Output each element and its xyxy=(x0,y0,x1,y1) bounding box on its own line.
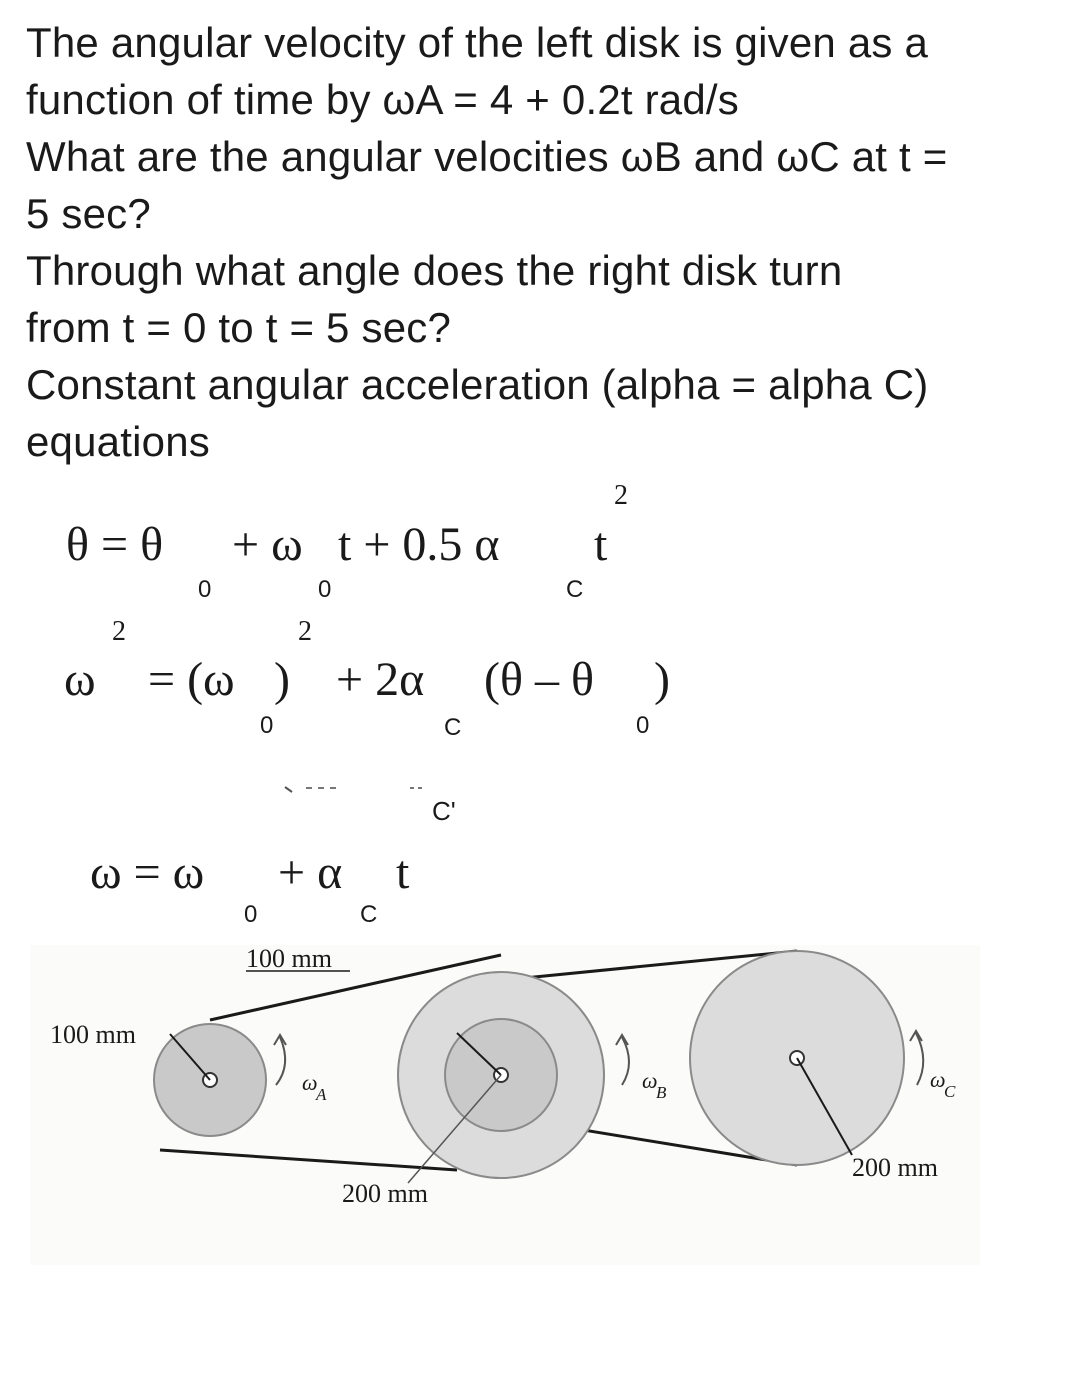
question-line-2: function of time by ωA = 4 + 0.2t rad/s xyxy=(26,76,739,123)
eq2-sup2: 2 xyxy=(298,616,312,647)
eq2-sup1: 2 xyxy=(112,616,126,647)
eq1-sub-alpha: C xyxy=(566,576,584,603)
eq1-plus-omega: + ω xyxy=(232,518,303,571)
equation-velocity-squared xyxy=(64,616,670,741)
eq3-lhs: ω = ω xyxy=(90,846,205,899)
cropped-fragment xyxy=(285,787,456,826)
eq3-subC: C xyxy=(360,901,378,928)
question-line-4: 5 sec? xyxy=(26,190,151,237)
eq1-tail: t + 0.5 α xyxy=(338,518,500,571)
equation-position xyxy=(66,480,628,603)
eq2-sub0: 0 xyxy=(260,712,274,739)
fragment-mark-1 xyxy=(285,787,292,792)
question-line-5: Through what angle does the right disk turn xyxy=(26,247,843,294)
eq3-t: t xyxy=(396,846,410,899)
eq2-close: ) xyxy=(274,653,290,706)
fragment-c-prime: C' xyxy=(432,796,456,826)
label-200mm-right: 200 mm xyxy=(852,1153,938,1182)
eq1-sub-theta: 0 xyxy=(198,576,212,603)
label-100mm-left: 100 mm xyxy=(50,1020,136,1049)
eq2-subC: C xyxy=(444,714,462,741)
eq2-paren: (θ – θ xyxy=(484,653,594,706)
eq2-mid: = (ω xyxy=(148,653,235,706)
eq3-sub0: 0 xyxy=(244,901,258,928)
question-line-7: Constant angular acceleration (alpha = alpha C) xyxy=(26,361,929,408)
eq2-sub0b: 0 xyxy=(636,712,650,739)
eq1-sup: 2 xyxy=(614,480,628,511)
equation-velocity xyxy=(90,846,410,928)
omega-b-symbol: ω xyxy=(642,1068,658,1093)
question-line-8: equations xyxy=(26,418,210,465)
eq1-t-end: t xyxy=(594,518,608,571)
omega-c-sub: C xyxy=(944,1082,956,1101)
question-line-1: The angular velocity of the left disk is given as a xyxy=(26,19,929,66)
question-line-3: What are the angular velocities ωB and ωC at t = xyxy=(26,133,948,180)
eq2-omega: ω xyxy=(64,653,96,706)
omega-a-sub: A xyxy=(316,1085,327,1104)
omega-c-symbol: ω xyxy=(930,1067,946,1092)
eq1-lhs: θ = θ xyxy=(66,518,164,571)
label-200mm-bottom: 200 mm xyxy=(342,1179,428,1208)
question-line-6: from t = 0 to t = 5 sec? xyxy=(26,304,452,351)
eq3-plus: + α xyxy=(278,846,343,899)
label-100mm-top: 100 mm xyxy=(246,945,332,973)
eq1-sub-omega: 0 xyxy=(318,576,332,603)
pulley-diagram xyxy=(30,945,980,1265)
omega-b-sub: B xyxy=(656,1083,667,1102)
eq2-end: ) xyxy=(654,653,670,706)
eq2-plus: + 2α xyxy=(336,653,425,706)
question-text xyxy=(26,14,1066,470)
omega-a-symbol: ω xyxy=(302,1070,318,1095)
